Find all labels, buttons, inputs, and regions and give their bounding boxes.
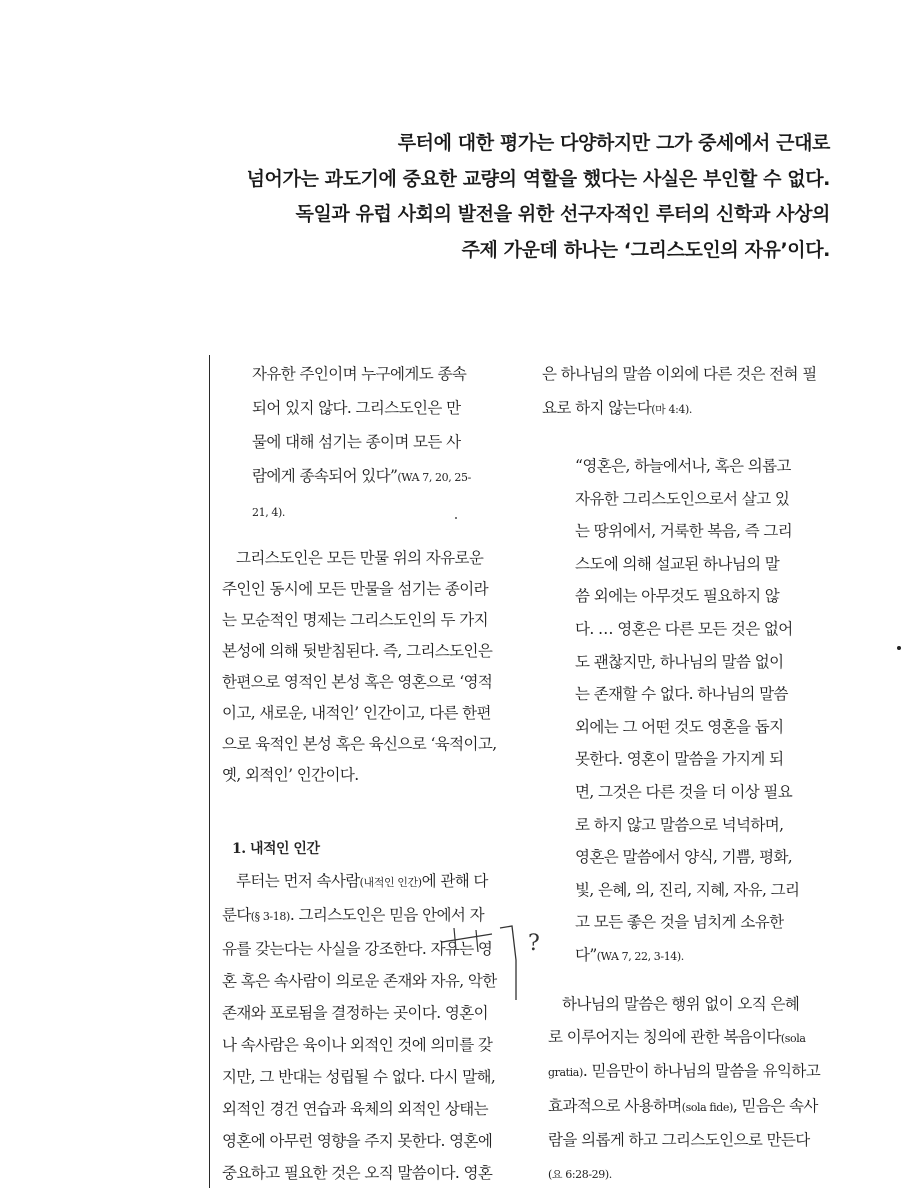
body-text: 효과적으로 사용하며: [548, 1097, 682, 1115]
citation: (요 6:28-29).: [548, 1168, 612, 1181]
body-line: [548, 1157, 820, 1191]
body-text: . 믿음만이 하나님의 말씀을 유익하고: [583, 1062, 820, 1080]
ink-speck: [455, 517, 457, 519]
quote-line: 영혼은 말씀에서 양식, 기쁨, 평화,: [575, 841, 799, 874]
citation: gratia): [548, 1066, 583, 1079]
quote-text: 다”: [575, 946, 597, 964]
body-text: 로 이루어지는 칭의에 관한 복음이다: [548, 1028, 781, 1046]
right-body-paragraph: [548, 988, 820, 1191]
left-body-paragraph: [222, 543, 497, 791]
quote-line: 면, 그것은 다른 것을 더 이상 필요: [575, 776, 799, 809]
ink-dot: [897, 646, 901, 650]
right-block-quote: [575, 450, 799, 974]
citation: (sola: [781, 1032, 806, 1045]
body-line: [222, 865, 497, 899]
strike-mark: [476, 930, 478, 952]
quote-line: 는 존재할 수 없다. 하나님의 말씀: [575, 678, 799, 711]
lead-paragraph: [210, 126, 830, 268]
body-line: 람을 의롭게 하고 그리스도인으로 만든다: [548, 1124, 820, 1157]
citation: (마 4:4).: [651, 403, 692, 416]
quote-line: “영혼은, 하늘에서나, 혹은 의롭고: [575, 450, 799, 483]
quote-line: 물에 대해 섬기는 종이며 모든 사: [252, 425, 471, 459]
body-line: 중요하고 필요한 것은 오직 말씀이다. 영혼: [222, 1157, 497, 1189]
strike-mark: [442, 934, 492, 942]
quote-line: [252, 495, 471, 530]
quote-line: 도 괜찮지만, 하나님의 말씀 없이: [575, 646, 799, 679]
bracket-mark: [500, 926, 516, 1000]
body-line: 외적인 경건 연습과 육체의 외적인 상태는: [222, 1093, 497, 1125]
quote-line: 자유한 그리스도인으로서 살고 있: [575, 483, 799, 516]
citation: (sola fide): [682, 1101, 733, 1114]
section-inner-man: [222, 833, 497, 1189]
body-line: 본성에 의해 뒷받침된다. 즉, 그리스도인은: [222, 636, 497, 667]
quote-line: 는 땅위에서, 거룩한 복음, 즉 그리: [575, 515, 799, 548]
body-line: 존재와 포로됨을 결정하는 곳이다. 영혼이: [222, 997, 497, 1029]
quote-text: 람에게 종속되어 있다”: [252, 467, 397, 485]
quote-line: 자유한 주인이며 누구에게도 종속: [252, 357, 471, 391]
handwritten-annotation: [440, 920, 560, 1010]
citation: (WA 7, 22, 3-14).: [597, 950, 684, 963]
citation: 21, 4).: [252, 506, 285, 519]
body-line: [542, 391, 817, 427]
quote-line: 빛, 은혜, 의, 진리, 지혜, 자유, 그리: [575, 874, 799, 907]
body-text: 루터는 먼저 속사람: [236, 872, 360, 890]
quote-line: [575, 939, 799, 974]
quote-line: 되어 있지 않다. 그리스도인은 만: [252, 391, 471, 425]
section-heading: 1. 내적인 인간: [222, 833, 497, 865]
body-line: 는 모순적인 명제는 그리스도인의 두 가지: [222, 605, 497, 636]
body-line: 으로 육적인 본성 혹은 육신으로 ‘육적이고,: [222, 729, 497, 760]
lead-line: 주제 가운데 하나는 ‘그리스도인의 자유’이다.: [210, 233, 830, 269]
lead-line: 독일과 유럽 사회의 발전을 위한 선구자적인 루터의 신학과 사상의: [210, 197, 830, 233]
right-continuation: [542, 357, 817, 427]
body-line: 지만, 그 반대는 성립될 수 없다. 다시 말해,: [222, 1061, 497, 1093]
quote-line: 고 모든 좋은 것을 넘치게 소유한: [575, 906, 799, 939]
body-text: . 그리스도인은 믿음 안에서 자: [290, 906, 484, 924]
body-text: 요로 하지 않는다: [542, 399, 651, 417]
body-line: 영혼에 아무런 영향을 주지 못한다. 영혼에: [222, 1125, 497, 1157]
quote-line: 못한다. 영혼이 말씀을 가지게 되: [575, 743, 799, 776]
quote-line: 외에는 그 어떤 것도 영혼을 돕지: [575, 711, 799, 744]
strike-mark: [454, 928, 456, 950]
body-line: 은 하나님의 말씀 이외에 다른 것은 전혀 필: [542, 357, 817, 391]
body-line: 옛, 외적인’ 인간이다.: [222, 760, 497, 791]
quote-line: 다. … 영혼은 다른 모든 것은 없어: [575, 613, 799, 646]
lead-line: 루터에 대한 평가는 다양하지만 그가 중세에서 근대로: [210, 126, 830, 162]
body-line: 유를 갖는다는 사실을 강조한다. 자유는 영: [222, 933, 497, 965]
quote-line: 스도에 의해 설교된 하나님의 말: [575, 548, 799, 581]
column-rule: [209, 355, 210, 1188]
question-mark: ?: [528, 931, 540, 956]
body-text: 룬다: [222, 906, 251, 924]
body-line: 그리스도인은 모든 만물 위의 자유로운: [222, 543, 497, 574]
body-line: 주인인 동시에 모든 만물을 섬기는 종이라: [222, 574, 497, 605]
body-text: , 믿음은 속사: [733, 1097, 818, 1115]
lead-line: 넘어가는 과도기에 중요한 교량의 역할을 했다는 사실은 부인할 수 없다.: [210, 162, 830, 198]
quote-line: 로 하지 않고 말씀으로 넉넉하며,: [575, 809, 799, 842]
body-line: 나 속사람은 육이나 외적인 것에 의미를 갖: [222, 1029, 497, 1061]
citation: (내적인 인간): [360, 876, 422, 889]
body-line: 이고, 새로운, 내적인’ 인간이고, 다른 한편: [222, 698, 497, 729]
body-line: [548, 1021, 820, 1056]
body-line: 한편으로 영적인 본성 혹은 영혼으로 ‘영적: [222, 667, 497, 698]
left-block-quote: [252, 357, 471, 530]
body-line: [548, 1090, 820, 1125]
quote-line: 씀 외에는 아무것도 필요하지 않: [575, 580, 799, 613]
quote-line: [252, 459, 471, 495]
citation: (WA 7, 20, 25-: [397, 471, 471, 484]
body-line: 혼 혹은 속사람이 의로운 존재와 자유, 악한: [222, 965, 497, 997]
body-line: 하나님의 말씀은 행위 없이 오직 은혜: [548, 988, 820, 1021]
citation: (§ 3-18): [251, 910, 290, 923]
body-text: 에 관해 다: [422, 872, 488, 890]
body-line: [548, 1055, 820, 1090]
